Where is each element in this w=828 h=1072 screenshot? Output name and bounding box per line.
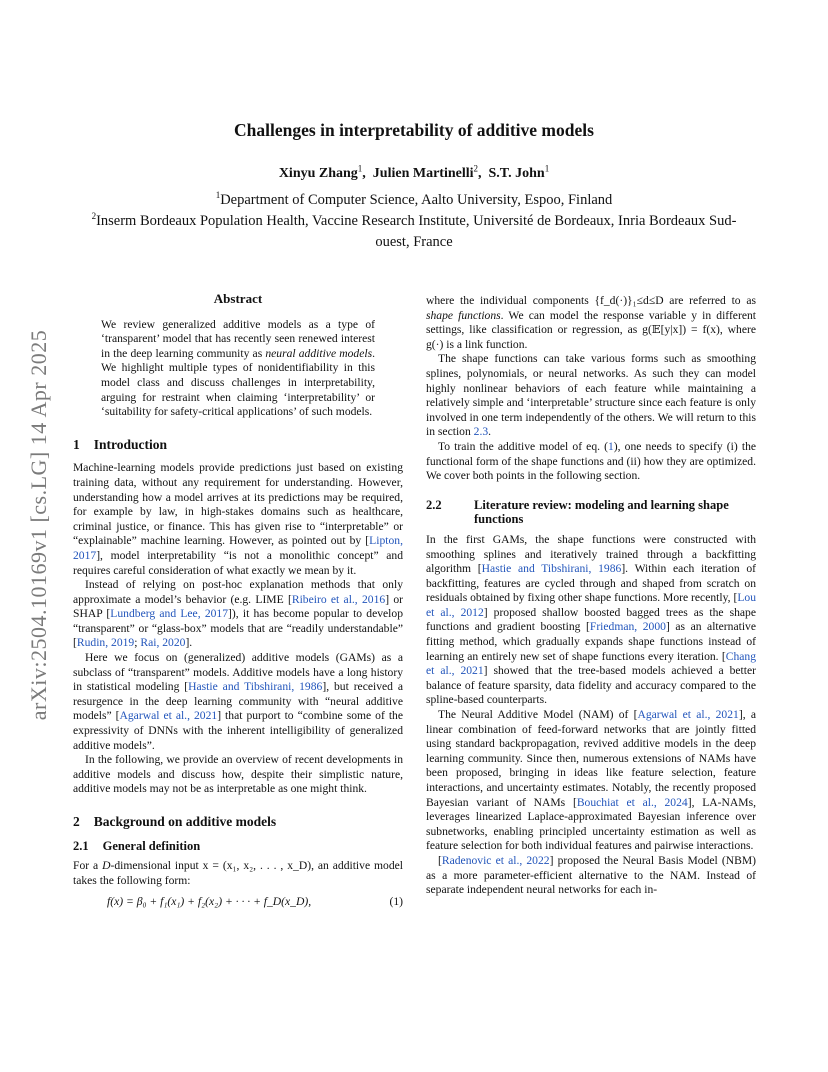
paragraph: In the following, we provide an overview of recent developments in additive models and discuss how, despite their simplistic nature, additive models may not be as interpretable as one might think. <box>73 753 403 796</box>
affiliations <box>90 190 738 253</box>
paragraph: where the individual components {f_d(·)}₁≤d≤D are referred to as shape functions. We can model the response variable y in different settings, like classification or regression, as g(𝔼[y|x]) = f(x), where g(·) is a link function. <box>426 294 756 351</box>
citation-link[interactable]: Hastie and Tibshirani, 1986 <box>188 680 323 694</box>
citation-link[interactable]: Radenovic et al., 2022 <box>441 853 550 867</box>
affiliation-line: $^2$Inserm Bordeaux Population Health, Vaccine Research Institute, Université de Bordeaux, Inria Bordeaux Sud-ouest, France <box>91 211 737 250</box>
citation-link[interactable]: Friedman, 2000 <box>589 620 666 634</box>
section-ref-link[interactable]: 2.3 <box>473 425 489 439</box>
paragraph: The Neural Additive Model (NAM) of [Agarwal et al., 2021], a linear combination of feed-forward networks that are jointly fitted using standard backpropagation, revived additive models in the deep learning community. Since then, numerous extensions of NAMs have been proposed, bringing in ideas like feature selection, feature interactions, and uncertainty estimates. Notably, the recently proposed Bayesian variant of NAMs [Bouchiat et al., 2024], LA-NAMs, leverages linearized Laplace-approximated Bayesian inference over subnetworks, enabling principled uncertainty estimation as well as feature selection for both individual features and pairwise interactions. <box>426 708 757 853</box>
citation-link[interactable]: Lou et al., 2012 <box>426 591 756 619</box>
left-column <box>73 292 403 910</box>
right-column <box>426 294 756 898</box>
paper-title: Challenges in interpretability of additive models <box>234 120 594 140</box>
equation-ref-link[interactable]: 1 <box>608 439 614 453</box>
equation-number: (1) <box>389 895 403 909</box>
subsection-heading-literature-review: 2.2 Literature review: modeling and learning shape functions <box>426 497 729 527</box>
author-name: Julien Martinelli <box>372 166 474 181</box>
author-list: Xinyu Zhang$^1$, Julien Martinelli$^2$, S.T. John$^1$ <box>278 163 550 181</box>
citation-link[interactable]: Bouchiat et al., 2024 <box>576 795 688 809</box>
citation-link[interactable]: Ribeiro et al., 2016 <box>291 592 386 606</box>
author-name: Xinyu Zhang <box>278 166 358 181</box>
equation-1 <box>73 895 403 910</box>
equation-body: f(x) = β₀ + f₁(x₁) + f₂(x₂) + · · · + f_D(x_D), <box>107 895 312 909</box>
citation-link[interactable]: Rudin, 2019 <box>76 636 135 650</box>
section-heading-introduction: 1 Introduction <box>73 436 168 452</box>
affiliation-mark: 1 <box>544 163 550 174</box>
citation-link[interactable]: Hastie and Tibshirani, 1986 <box>481 562 622 576</box>
paragraph: The shape functions can take various forms such as smoothing splines, polynomials, or neural networks. As such they can model highly nonlinear behaviors of each feature while maintaining a relatively simple and ‘interpretable’ structure since each feature is only involved in one term independently of the others. We will return to this in section 2.3. <box>426 352 756 439</box>
abstract-body: We review generalized additive models as a type of ‘transparent’ model that has recently seen renewed interest in the deep learning community as neural additive models. We highlight multiple types of nonidentifiability in this model class and discuss challenges in interpretability, arguing for restraint when claiming ‘interpretability’ or ‘suitability for safety-critical applications’ of such models. <box>101 317 375 419</box>
paragraph: For a D-dimensional input x = (x₁, x₂, . . . , x_D), an additive model takes the following form: <box>73 859 403 887</box>
subsection-heading-general-definition: 2.1 General definition <box>73 838 201 853</box>
citation-link[interactable]: Chang et al., 2021 <box>426 649 756 678</box>
abstract-heading: Abstract <box>213 291 263 306</box>
arxiv-identifier: arXiv:2504.10169v1 [cs.LG] 14 Apr 2025 <box>26 329 51 721</box>
paragraph: Here we focus on (generalized) additive models (GAMs) as a subclass of “transparent” models. Additive models have a long history in statistical modeling [Hastie and Tibshirani, 1986], but received a resurgence in the deep learning community with “neural additive models” [Agarwal et al., 2021] that purport to “combine some of the expressivity of DNNs with the inherent intelligibility of generalized additive models”. <box>73 651 403 752</box>
citation-link[interactable]: Lipton, 2017 <box>73 534 403 562</box>
affiliation-mark: 2 <box>473 163 479 174</box>
citation-link[interactable]: Agarwal et al., 2021 <box>637 708 739 722</box>
author-name: S.T. John <box>488 166 545 181</box>
section-heading-background: 2 Background on additive models <box>73 814 277 829</box>
paragraph: [Radenovic et al., 2022] proposed the Neural Basis Model (NBM) as a more parameter-efficient alternative to the NAM. Instead of separate independent neural networks for each in- <box>426 853 756 897</box>
citation-link[interactable]: Rai, 2020 <box>140 636 186 650</box>
arxiv-sidebar <box>14 290 64 760</box>
paragraph: Instead of relying on post-hoc explanation methods that only approximate a model’s behavior (e.g. LIME [Ribeiro et al., 2016] or SHAP [Lundberg and Lee, 2017]), it has become popular to develop “transparent” or “glass-box” models that are “readily understandable” [Rudin, 2019; Rai, 2020]. <box>73 578 403 650</box>
citation-link[interactable]: Agarwal et al., 2021 <box>119 709 218 723</box>
paragraph: Machine-learning models provide predictions just based on existing training data, without any requirement for understanding. However, understanding how a model arrives at its predictions may be required, for example by law, in high-stakes domains such as healthcare, criminal justice, or finance. This has given rise to “interpretable” or “explainable” machine learning. However, as pointed out by [Lipton, 2017], model interpretability “is not a monolithic concept” and requires careful consideration of what exactly we mean by it. <box>73 461 403 577</box>
paragraph: To train the additive model of eq. (1), one needs to specify (i) the functional form of the shape functions and (ii) how they are optimized. We cover both points in the following section. <box>426 439 757 483</box>
affiliation-line: $^1$Department of Computer Science, Aalto University, Espoo, Finland <box>215 190 613 208</box>
citation-link[interactable]: Lundberg and Lee, 2017 <box>110 607 229 621</box>
affiliation-mark: 1 <box>357 163 363 174</box>
paragraph: In the first GAMs, the shape functions were constructed with smoothing splines and iteratively trained through a backfitting algorithm [Hastie and Tibshirani, 1986]. Within each iteration of backfitting, features are cycled through and shaped from scratch on residuals obtained by fixing other shape functions. More recently, [Lou et al., 2012] proposed shallow boosted bagged trees as the shape functions and gradient boosting [Friedman, 2000] as an alternative fitting method, which gradually expands shape functions instead of learning an entirely new set of shape functions every iteration. [Chang et al., 2021] showed that the tree-based models achieved a better balance of feature sparsity, data fidelity and accuracy compared to the spline-based counterparts. <box>426 532 757 707</box>
